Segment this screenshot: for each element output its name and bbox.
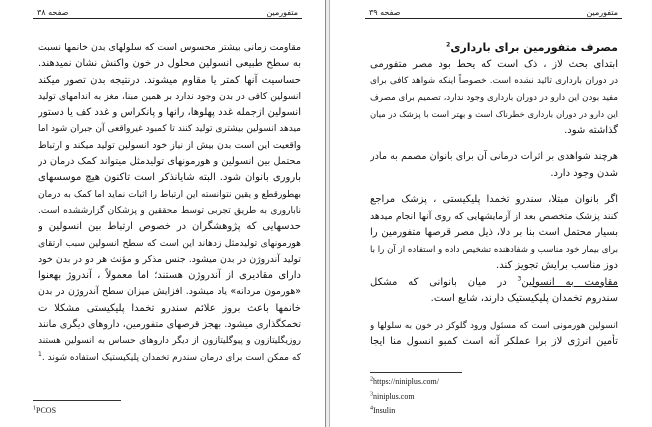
footnote-text: https://niniplus.com/: [373, 377, 440, 386]
text-line: [38, 121, 301, 137]
line-text: باروری بانوان شود. البته شایانذکر است تاکنون هیچ موسسهای: [38, 172, 301, 184]
paragraph: [370, 318, 618, 351]
running-title: متفورمین: [266, 8, 298, 17]
text-line: [370, 334, 618, 351]
text-line: [38, 236, 301, 252]
line-text: هورمونهای تولیدمثل زدهاند این است که سطح انسولین سبب ارتقای: [38, 237, 301, 249]
footnote-text: niniplus.com: [373, 391, 415, 401]
line-text: برای بیمار خود مناسب و شفادهنده تشخیص داده و استفاده از آن را با: [370, 244, 618, 255]
line-text: این دارو در دوران بارداری خطرناک است و بهتر است با پزشک در میان: [370, 109, 618, 119]
text-line: [370, 106, 618, 123]
page-number-label: صفحه ۳۹: [369, 8, 401, 17]
line-text: تأمین انرژی لاز برا عملکر آنه است کمبو انسول منا ایجا: [370, 336, 618, 347]
right-page: [330, 0, 652, 427]
text-line: [38, 317, 301, 333]
left-page: [0, 0, 325, 427]
line-text: دارای مقادیری از آندروژن هستند؛ اما معمولاً ، آندروژ بهعنوا: [38, 270, 301, 282]
footnote: [370, 375, 439, 390]
paragraph: [370, 275, 618, 308]
text-line: [370, 318, 618, 335]
text-line: [370, 90, 618, 107]
line-text: هرچند شواهدی بر اثرات درمانی آن برای بانوان مصمم به مادر: [370, 151, 618, 162]
page-header: [33, 5, 302, 19]
line-text: انسولین ازجمله غدد پهلوها، رانها و پانکراس و غدد کف یا دستور: [38, 107, 301, 119]
paragraph: [370, 57, 618, 140]
text-line: [38, 219, 301, 235]
footnote: [370, 390, 439, 405]
text-line: [370, 291, 618, 308]
underlined-term: مقاومت به انسولین: [521, 276, 618, 288]
text-line: [38, 170, 301, 186]
text-line: [38, 105, 301, 121]
line-text: مفید بودن این دارو در دوران بارداری وجود ندارد، تصمیم برای مصرف: [370, 92, 618, 103]
text-line: [370, 149, 618, 166]
text-line: [38, 333, 301, 349]
footnote-mark: 1: [33, 405, 36, 412]
footnote-mark: 3: [370, 390, 373, 397]
text-line: [38, 350, 301, 366]
line-text: دوز مناسب برایش تجویز کند.: [496, 260, 618, 271]
line-text: ناباروری به طریق تجربی توسط محققین و پزشکان گزارششده است.: [38, 205, 301, 216]
text-line: [370, 192, 618, 209]
text-line: [38, 89, 301, 105]
footnote-mark: 3: [517, 275, 522, 283]
footnote-mark: 2: [446, 41, 451, 49]
page-body-text: [370, 40, 618, 351]
text-line: [370, 166, 618, 183]
line-text: شدن وجود دارد.: [550, 167, 618, 179]
text-line: [38, 268, 301, 284]
text-line: [38, 187, 301, 203]
text-line: [38, 252, 301, 268]
line-text: در دوران بارداری تائید نشده است. خصوصاً اینکه شواهد کافی برای: [370, 76, 618, 86]
line-text: در میان بانوانی که مشکل: [370, 276, 518, 288]
text-line: [38, 154, 301, 170]
section-heading-text: مصرف متفورمین برای بارداری: [450, 41, 618, 54]
text-line: [38, 73, 301, 89]
text-line: [38, 203, 301, 219]
line-text: انسولین هورمونی است که مسئول ورود گلوکز در خون به سلولها و: [370, 320, 618, 331]
line-text: بسیار محتمل است بنا بر دلا، ذیل مصر قرصها متفورمین را: [370, 227, 618, 238]
line-text: حدسهایی که پژوهشگران در خصوص ارتباط بین انسولین و: [38, 221, 301, 233]
paragraph: [370, 149, 618, 182]
line-text: تخمکگذاری میشود. بهجز قرصهای متفورمین، داروهای دیگری مانند: [38, 319, 301, 331]
paragraph: [370, 192, 618, 275]
footnote-text: Insulin: [373, 406, 396, 415]
page-number-label: صفحه ۳۸: [37, 8, 69, 17]
line-text: سندروم تخمدان پلیکیستیک دارند، شایع است.: [430, 293, 618, 304]
text-line: [38, 284, 301, 300]
page-header: [365, 5, 622, 19]
text-line: [370, 123, 618, 140]
line-text: انسولین کافی در بدن وجود ندارد بر همین مبنا، مغز به اندامهای تولید: [38, 90, 301, 102]
footnote-divider: [370, 372, 462, 373]
text-line: [370, 225, 618, 242]
text-line: [370, 73, 618, 90]
page-body-text: [38, 40, 301, 366]
line-text: واقعیت این است بدن بیش از نیاز خود انسولین تولید میکند و ارتباط: [38, 139, 301, 151]
text-line: [370, 275, 618, 292]
section-heading: [370, 40, 618, 57]
text-line: [370, 209, 618, 226]
text-line: [38, 138, 301, 154]
footnote-mark: 1: [38, 350, 42, 358]
line-text: محتمل بین انسولین و هورمونهای تولیدمثل میتواند کمک درمان در: [38, 156, 301, 168]
line-text: گذاشته شود.: [564, 124, 618, 136]
footnote-divider: [33, 400, 121, 401]
text-line: [38, 56, 301, 72]
line-text: اگر بانوان مبتلا، سندرو تخمدا پلیکیستی ، پزشک مراجع: [370, 194, 618, 205]
footnote: [33, 404, 56, 419]
line-text: روزیگلیتازون و پیوگلیتازون از دیگر داروهای حساس به انسولین هستند: [38, 336, 301, 347]
text-line: [370, 57, 618, 74]
line-text: کنند پزشک متخصص بعد از آزمایشهایی که روی آنها انجام میدهد: [370, 210, 618, 222]
line-text: تولید آندروژن در بدن میشود. جنس مذکر و مؤنث هر دو در بدن خود: [38, 253, 301, 265]
footnotes: [33, 404, 56, 419]
footnotes: [370, 375, 439, 419]
line-text: «هورمون مردانه» یاد میشود. افزایش میزان سطح آندروژن در بدن: [38, 286, 301, 298]
footnote-text: PCOS: [36, 406, 57, 415]
line-text: خانمها باعث بروز علائم سندرو تخمدا پلیکیستی مشکلا ت: [38, 302, 301, 314]
line-text: به سطح طبیعی انسولین محلول در خون واکنش نشان نمیدهند.: [38, 58, 301, 70]
line-text: مقاومت زمانی بیشتر محسوس است که سلولهای بدن خانمها نسبت: [38, 42, 301, 53]
footnote-mark: 2: [370, 376, 373, 383]
line-text: بهطورقطع و یقین نتوانسته این ارتباط را اثبات نماید اما کمک به درمان: [38, 189, 301, 200]
text-line: [38, 40, 301, 56]
line-text: ابتدای بحث لاز ، ذک است که یحط بود مصر متفورمی: [370, 58, 618, 70]
footnote: [370, 404, 439, 419]
line-text: میدهد انسولین بیشتری تولید کنند تا کمبود غیرواقعی آن جبران شود اما: [38, 124, 301, 135]
line-text: که ممکن است برای درمان سندرم تخمدان پلیکیستیک استفاده شوند .: [41, 352, 301, 363]
text-line: [370, 242, 618, 259]
text-line: [38, 301, 301, 317]
text-line: [370, 258, 618, 275]
footnote-mark: 4: [370, 405, 373, 412]
running-title: متفورمین: [586, 8, 618, 17]
line-text: حساسیت آنها کمتر یا مقاوم میشوند. درنتیجه بدن تصور میکند: [38, 74, 301, 86]
